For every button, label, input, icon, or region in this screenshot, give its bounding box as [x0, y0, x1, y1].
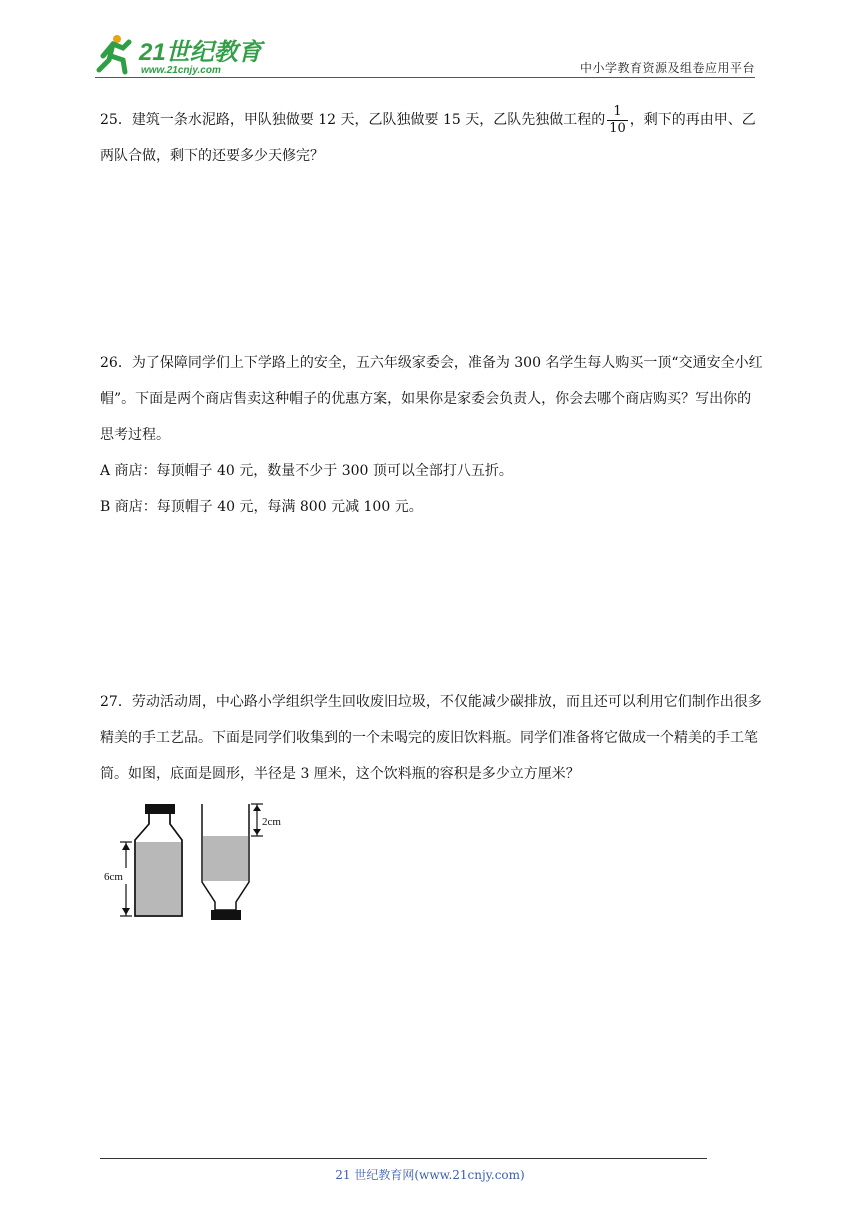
question-25	[100, 102, 765, 174]
platform-name: 中小学教育资源及组卷应用平台	[579, 61, 755, 75]
question-27	[100, 684, 765, 792]
logo-text: 21世纪教育	[139, 39, 262, 66]
label-2cm: 2cm	[262, 816, 281, 828]
page-footer: 21 世纪教育网(www.21cnjy.com)	[335, 1168, 525, 1182]
label-6cm: 6cm	[104, 871, 123, 883]
q26-stem: 26．为了保障同学们上下学路上的安全，五六年级家委会，准备为 300 名学生每人购买一顶“交通安全小红帽”。下面是两个商店售卖这种帽子的优惠方案，如果你是家委会负责人，你会去哪个商店购买？写出你的思考过程。	[100, 355, 763, 443]
q25-text-part1: 25．建筑一条水泥路，甲队独做要 12 天，乙队独做要 15 天，乙队先独做工程的	[100, 112, 606, 128]
q25-text-part2: ，剩下的再由甲、乙两队合做，剩下的还要多少天修完？	[100, 112, 756, 164]
logo	[95, 30, 275, 78]
question-26	[100, 345, 765, 525]
bottle-inverted	[202, 804, 249, 920]
height-arrow-left	[104, 842, 134, 916]
fraction-numerator: 1	[607, 104, 628, 121]
header-rule	[95, 77, 755, 78]
q27-stem: 27．劳动活动周，中心路小学组织学生回收废旧垃圾，不仅能减少碳排放，而且还可以利用它们制作出很多精美的手工艺品。下面是同学们收集到的一个未喝完的废旧饮料瓶。同学们准备将它做成一个精美的手工笔筒。如图，底面是圆形，半径是 3 厘米，这个饮料瓶的容积是多少立方厘米？	[100, 694, 762, 782]
runner-icon	[99, 35, 129, 72]
footer-rule	[100, 1158, 707, 1159]
q26-shop-a: A 商店：每顶帽子 40 元，数量不少于 300 顶可以全部打八五折。	[100, 463, 513, 479]
page-header	[95, 30, 755, 80]
logo-url: www.21cnjy.com	[141, 65, 221, 76]
bottle-figure	[100, 800, 300, 925]
fraction-one-tenth	[607, 104, 628, 137]
bottle-upright	[135, 804, 182, 916]
q26-shop-b: B 商店：每顶帽子 40 元，每满 800 元减 100 元。	[100, 499, 423, 515]
fraction-denominator: 10	[609, 120, 626, 136]
height-arrow-right	[251, 804, 281, 836]
